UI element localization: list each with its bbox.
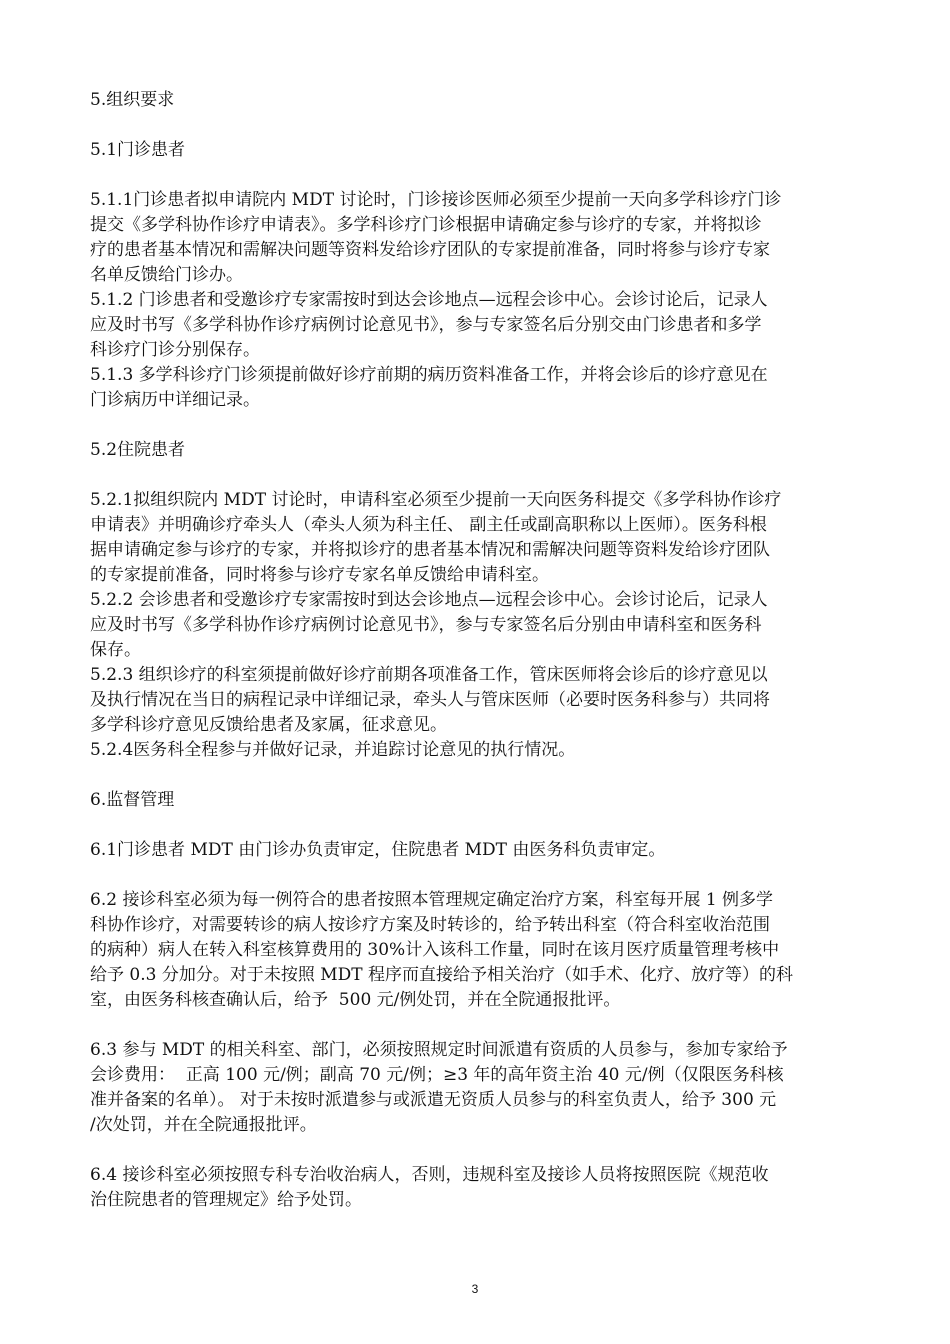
text-line: 5.2.4医务科全程参与并做好记录，并追踪讨论意见的执行情况。 bbox=[90, 740, 576, 760]
text-line: 5.2.1拟组织院内 MDT 讨论时，申请科室必须至少提前一天向医务科提交《多学科协作诊疗 bbox=[90, 490, 782, 510]
text-line: 5.1.2 门诊患者和受邀诊疗专家需按时到达会诊地点—远程会诊中心。会诊讨论后，记录人 bbox=[90, 290, 768, 310]
text-line: /次处罚，并在全院通报批评。 bbox=[90, 1115, 317, 1135]
section-5-heading: 5.组织要求 bbox=[90, 90, 175, 110]
text-line: 5.2.2 会诊患者和受邀诊疗专家需按时到达会诊地点—远程会诊中心。会诊讨论后，记录人 bbox=[90, 590, 768, 610]
paragraph-5-1-3 bbox=[90, 363, 862, 413]
paragraph-6-4 bbox=[90, 1163, 862, 1213]
text-line: 的病种）病人在转入科室核算费用的 30%计入该科工作量，同时在该月医疗质量管理考核中 bbox=[90, 940, 780, 960]
text-line: 科协作诊疗，对需要转诊的病人按诊疗方案及时转诊的，给予转出科室（符合科室收治范围 bbox=[90, 915, 770, 935]
text-line: 提交《多学科协作诊疗申请表》。多学科诊疗门诊根据申请确定参与诊疗的专家，并将拟诊 bbox=[90, 215, 762, 235]
text-line: 据申请确定参与诊疗的专家，并将拟诊疗的患者基本情况和需解决问题等资料发给诊疗团队 bbox=[90, 540, 770, 560]
text-line: 的专家提前准备，同时将参与诊疗专家名单反馈给申请科室。 bbox=[90, 565, 549, 585]
paragraph-5-1-2 bbox=[90, 288, 862, 363]
text-line: 疗的患者基本情况和需解决问题等资料发给诊疗团队的专家提前准备，同时将参与诊疗专家 bbox=[90, 240, 770, 260]
paragraph-6-2 bbox=[90, 888, 862, 1013]
paragraph-5-1-1 bbox=[90, 188, 862, 288]
text-line: 申请表》并明确诊疗牵头人（牵头人须为科主任、 副主任或副高职称以上医师）。医务科根 bbox=[90, 515, 767, 535]
paragraph-5-2-3 bbox=[90, 663, 862, 738]
text-line: 保存。 bbox=[90, 640, 141, 660]
text-line: 6.1门诊患者 MDT 由门诊办负责审定，住院患者 MDT 由医务科负责审定。 bbox=[90, 840, 666, 860]
text-line: 应及时书写《多学科协作诊疗病例讨论意见书》，参与专家签名后分别交由门诊患者和多学 bbox=[90, 315, 762, 335]
page-number: 3 bbox=[471, 1282, 479, 1296]
paragraph-6-3 bbox=[90, 1038, 862, 1138]
text-line: 准并备案的名单）。 对于未按时派遣参与或派遣无资质人员参与的科室负责人，给予 300 元 bbox=[90, 1090, 777, 1110]
text-line: 会诊费用： 正高 100 元/例；副高 70 元/例；≥3 年的高年资主治 40 元/例（仅限医务科核 bbox=[90, 1065, 784, 1085]
text-line: 及执行情况在当日的病程记录中详细记录，牵头人与管床医师（必要时医务科参与）共同将 bbox=[90, 690, 770, 710]
text-line: 6.4 接诊科室必须按照专科专治收治病人，否则，违规科室及接诊人员将按照医院《规范收 bbox=[90, 1165, 769, 1185]
document-body bbox=[90, 88, 862, 1213]
text-line: 门诊病历中详细记录。 bbox=[90, 390, 260, 410]
section-6-heading: 6.监督管理 bbox=[90, 790, 175, 810]
text-line: 给予 0.3 分加分。对于未按照 MDT 程序而直接给予相关治疗（如手术、化疗、放疗等）的科 bbox=[90, 965, 794, 985]
text-line: 6.3 参与 MDT 的相关科室、部门，必须按照规定时间派遣有资质的人员参与，参加专家给予 bbox=[90, 1040, 788, 1060]
text-line: 科诊疗门诊分别保存。 bbox=[90, 340, 260, 360]
text-line: 治住院患者的管理规定》给予处罚。 bbox=[90, 1190, 362, 1210]
paragraph-5-2-2 bbox=[90, 588, 862, 663]
paragraph-5-2-1 bbox=[90, 488, 862, 588]
section-5-2-heading: 5.2住院患者 bbox=[90, 440, 186, 460]
text-line: 多学科诊疗意见反馈给患者及家属，征求意见。 bbox=[90, 715, 447, 735]
paragraph-5-2-4 bbox=[90, 738, 862, 763]
text-line: 5.1.3 多学科诊疗门诊须提前做好诊疗前期的病历资料准备工作，并将会诊后的诊疗意见在 bbox=[90, 365, 768, 385]
text-line: 6.2 接诊科室必须为每一例符合的患者按照本管理规定确定治疗方案，科室每开展 1 例多学 bbox=[90, 890, 774, 910]
paragraph-6-1 bbox=[90, 838, 862, 863]
section-5-1-heading: 5.1门诊患者 bbox=[90, 140, 186, 160]
text-line: 5.2.3 组织诊疗的科室须提前做好诊疗前期各项准备工作，管床医师将会诊后的诊疗意见以 bbox=[90, 665, 768, 685]
text-line: 应及时书写《多学科协作诊疗病例讨论意见书》，参与专家签名后分别由申请科室和医务科 bbox=[90, 615, 762, 635]
text-line: 5.1.1门诊患者拟申请院内 MDT 讨论时，门诊接诊医师必须至少提前一天向多学科诊疗门诊 bbox=[90, 190, 782, 210]
text-line: 名单反馈给门诊办。 bbox=[90, 265, 243, 285]
text-line: 室，由医务科核查确认后，给予 500 元/例处罚，并在全院通报批评。 bbox=[90, 990, 621, 1010]
